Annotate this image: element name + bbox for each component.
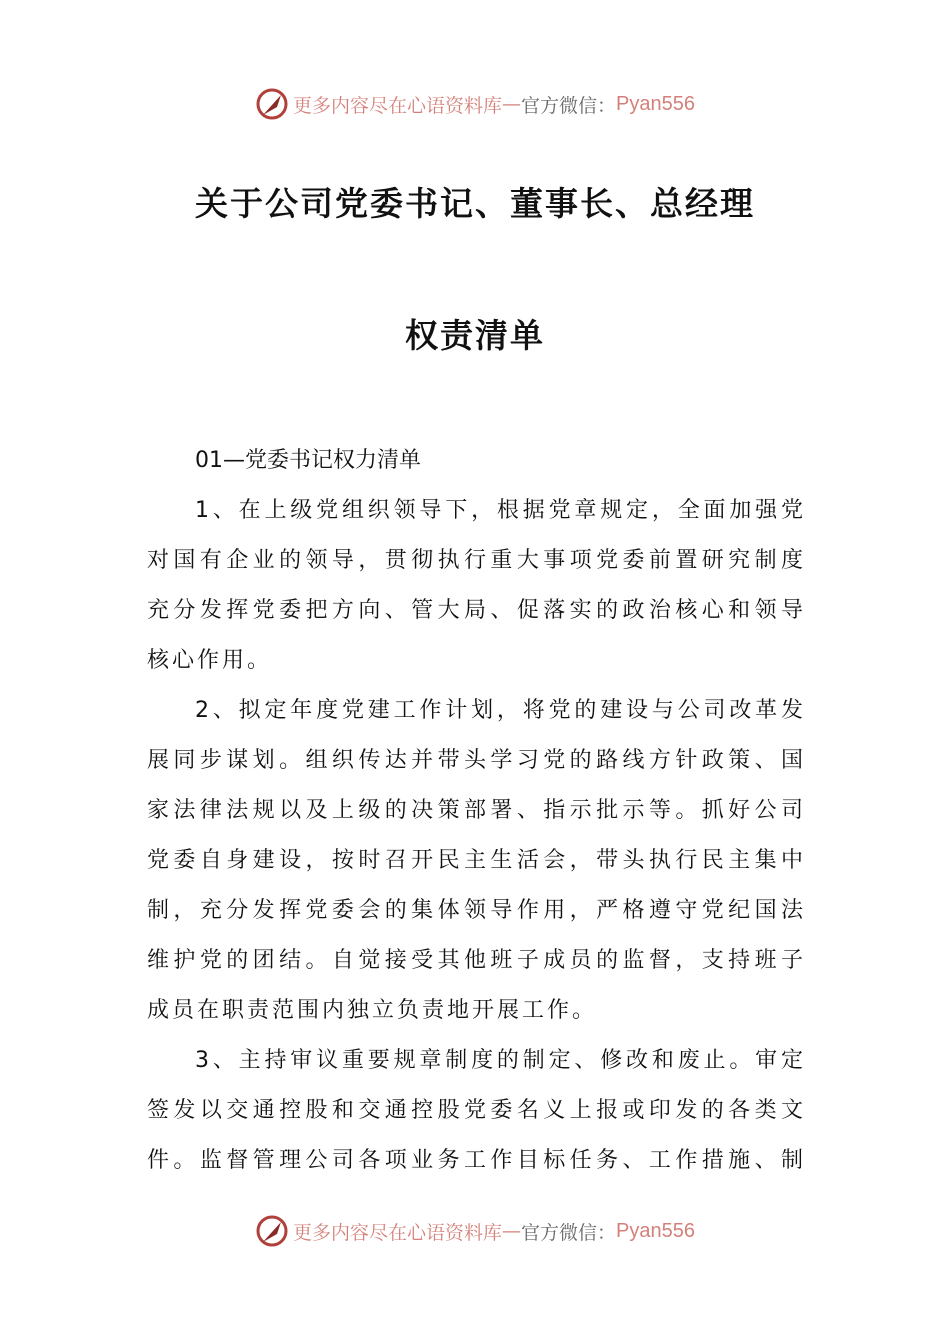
footer-watermark-banner <box>0 1211 950 1251</box>
banner-dash: — <box>502 1220 522 1242</box>
paragraph-line: 签发以交通控股和交通控股党委名义上报或印发的各类文 <box>147 1098 803 1123</box>
document-title-line2: 权责清单 <box>405 316 545 355</box>
paragraph-line: 2、拟定年度党建工作计划，将党的建设与公司改革发 <box>195 698 803 723</box>
paragraph-line: 维护党的团结。自觉接受其他班子成员的监督，支持班子 <box>147 948 803 973</box>
paragraph-line: 3、主持审议重要规章制度的制定、修改和废止。审定 <box>195 1048 803 1073</box>
pen-logo-icon <box>255 87 289 121</box>
section-heading: 01—党委书记权力清单 <box>195 448 421 473</box>
banner-label: 官方微信： <box>521 1221 617 1244</box>
paragraph-line: 核心作用。 <box>147 648 273 673</box>
paragraph-line: 党委自身建设，按时召开民主生活会，带头执行民主集中 <box>147 848 803 873</box>
banner-brand: 更多内容尽在心语资料库 <box>293 1221 503 1244</box>
banner-account: Pyan556 <box>616 1219 695 1242</box>
paragraph-line: 家法律法规以及上级的决策部署、指示批示等。抓好公司 <box>147 798 803 823</box>
pen-logo-icon <box>255 1214 289 1248</box>
banner-dash: — <box>502 93 522 115</box>
paragraph-line: 件。监督管理公司各项业务工作目标任务、工作措施、制 <box>147 1148 803 1173</box>
paragraph-line: 制，充分发挥党委会的集体领导作用，严格遵守党纪国法 <box>147 898 803 923</box>
document-title-line1: 关于公司党委书记、董事长、总经理 <box>195 184 755 223</box>
header-watermark-banner <box>0 84 950 124</box>
paragraph-line: 成员在职责范围内独立负责地开展工作。 <box>147 998 598 1023</box>
paragraph-line: 充分发挥党委把方向、管大局、促落实的政治核心和领导 <box>147 598 803 623</box>
banner-brand: 更多内容尽在心语资料库 <box>293 94 503 117</box>
paragraph-line: 对国有企业的领导，贯彻执行重大事项党委前置研究制度 <box>147 548 803 573</box>
paragraph-line: 展同步谋划。组织传达并带头学习党的路线方针政策、国 <box>147 748 803 773</box>
banner-label: 官方微信： <box>521 94 617 117</box>
banner-account: Pyan556 <box>616 92 695 115</box>
paragraph-line: 1、在上级党组织领导下，根据党章规定，全面加强党 <box>195 498 803 523</box>
